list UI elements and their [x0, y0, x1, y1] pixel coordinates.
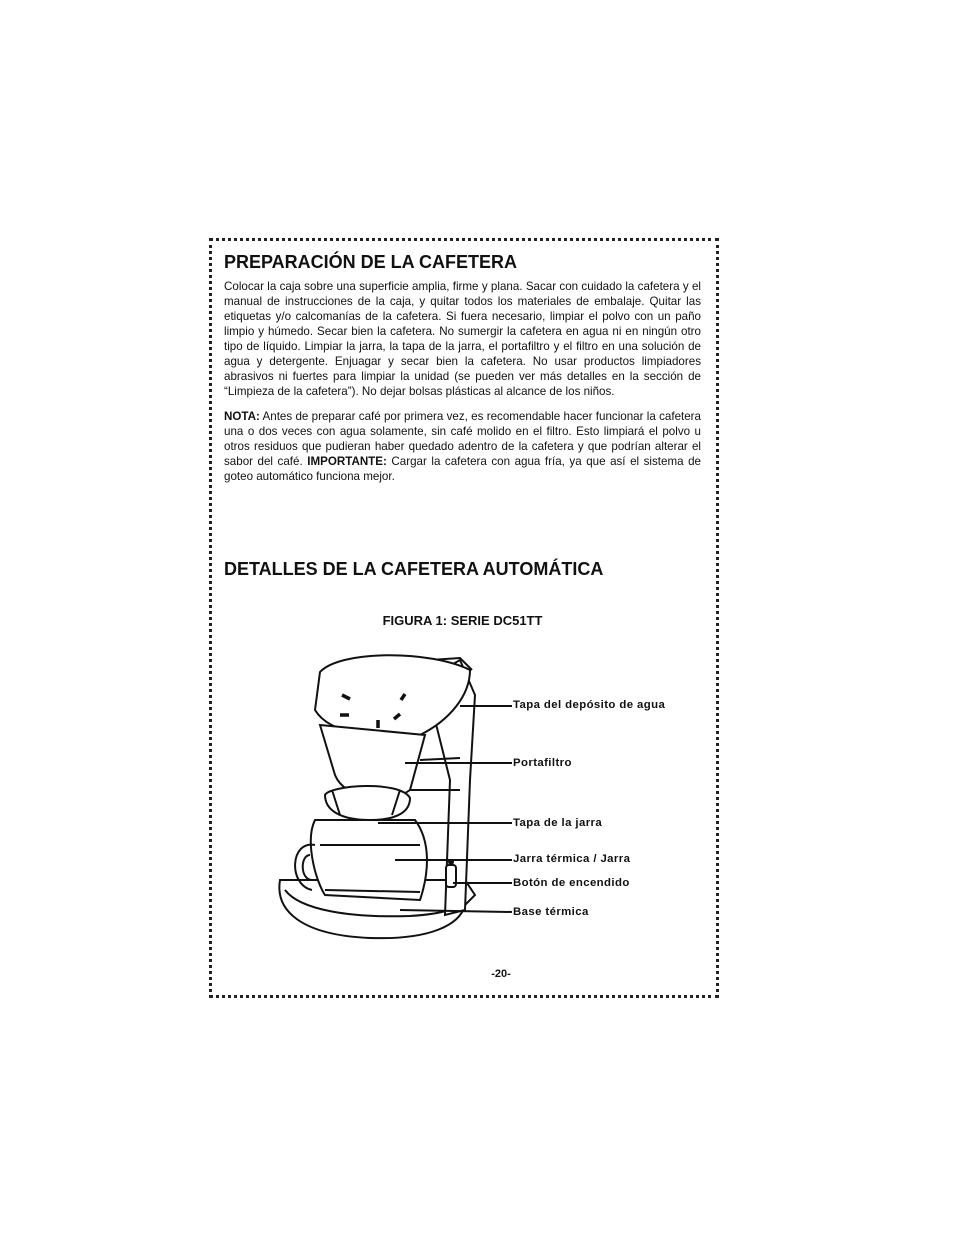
section-title-detalles: DETALLES DE LA CAFETERA AUTOMÁTICA: [224, 559, 604, 579]
intro-paragraph: Colocar la caja sobre una superficie amplia, firme y plana. Sacar con cuidado la cafetera y el manual de instrucciones de la caja, y quitar todos los materiales de embalaje. Quitar las etiquetas y/o calcomanías de la cafetera. Si fuera necesario, limpiar el polvo con un paño limpio y húmedo. Secar bien la cafetera. No sumergir la cafetera en agua ni en ningún otro tipo de líquido. Limpiar la jarra, la tapa de la jarra, el portafiltro y el filtro en una solución de agua y detergente. Enjuagar y secar bien la cafetera. No usar productos limpiadores abrasivos ni fuertes para limpiar la unidad (se pueden ver más detalles en la sección de “Limpieza de la cafetera”). No dejar bolsas plásticas al alcance de los niños.: [224, 280, 701, 398]
label-carafe: Jarra térmica / Jarra: [513, 853, 631, 865]
section-preparacion: [224, 252, 701, 484]
section-title-preparacion: PREPARACIÓN DE LA CAFETERA: [224, 252, 518, 272]
important-text: Cargar la cafetera con agua fría, ya que así el sistema de goteo automático funciona mejor.: [224, 455, 701, 483]
label-carafe-lid: Tapa de la jarra: [513, 817, 603, 829]
section-detalles: [224, 559, 701, 579]
note-label: NOTA:: [224, 410, 260, 423]
note-paragraph: [224, 409, 701, 484]
label-power-button: Botón de encendido: [513, 877, 630, 889]
note-text: Antes de preparar café por primera vez, es recomendable hacer funcionar la cafetera una o dos veces con agua solamente, sin café molido en el filtro. Esto limpiará el polvo u otros residuos que pudieran haber quedado adentro de la cafetera y que podrían alterar el sabor del café.: [224, 410, 701, 468]
important-label: IMPORTANTE:: [307, 455, 387, 468]
coffee-maker-illustration: [260, 640, 720, 960]
page-number: -20-: [491, 968, 511, 980]
label-water-tank-lid: Tapa del depósito de agua: [513, 699, 666, 711]
label-warming-base: Base térmica: [513, 906, 589, 918]
figure-title: FIGURA 1: SERIE DC51TT: [382, 613, 543, 628]
label-filter-holder: Portafiltro: [513, 757, 572, 769]
